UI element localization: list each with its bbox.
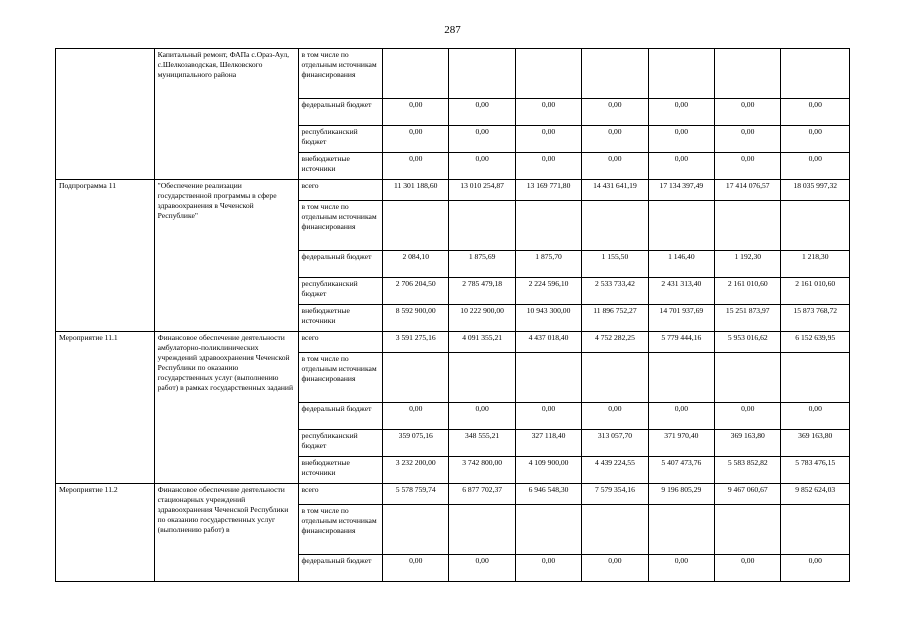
amount-cell: 9 852 624,03 xyxy=(781,484,850,505)
amount-cell: 0,00 xyxy=(781,126,850,153)
amount-cell xyxy=(715,353,781,403)
section-name-cell: Финансовое обеспечение деятельности стационарных учреждений здравоохранения Чеченской Республики по оказанию государственных услуг (выполнению работ) в xyxy=(154,484,298,582)
amount-cell: 0,00 xyxy=(383,126,449,153)
amount-cell xyxy=(449,505,515,555)
amount-cell: 3 232 200,00 xyxy=(383,457,449,484)
amount-cell xyxy=(582,201,648,251)
amount-cell: 4 437 018,40 xyxy=(515,332,581,353)
funding-source-cell: республиканский бюджет xyxy=(298,126,383,153)
amount-cell xyxy=(648,201,714,251)
amount-cell: 6 877 702,37 xyxy=(449,484,515,505)
amount-cell: 0,00 xyxy=(515,555,581,582)
amount-cell: 2 706 204,50 xyxy=(383,278,449,305)
amount-cell: 5 779 444,16 xyxy=(648,332,714,353)
amount-cell xyxy=(383,201,449,251)
amount-cell: 11 301 188,60 xyxy=(383,180,449,201)
amount-cell: 11 896 752,27 xyxy=(582,305,648,332)
amount-cell: 0,00 xyxy=(715,555,781,582)
amount-cell: 13 169 771,80 xyxy=(515,180,581,201)
amount-cell xyxy=(449,49,515,99)
amount-cell: 2 533 733,42 xyxy=(582,278,648,305)
amount-cell: 4 752 282,25 xyxy=(582,332,648,353)
funding-source-cell: федеральный бюджет xyxy=(298,555,383,582)
amount-cell xyxy=(648,505,714,555)
amount-cell: 17 414 076,57 xyxy=(715,180,781,201)
amount-cell xyxy=(781,49,850,99)
amount-cell: 1 155,50 xyxy=(582,251,648,278)
funding-source-cell: федеральный бюджет xyxy=(298,251,383,278)
amount-cell: 14 431 641,19 xyxy=(582,180,648,201)
amount-cell: 6 946 548,30 xyxy=(515,484,581,505)
amount-cell: 0,00 xyxy=(449,126,515,153)
amount-cell: 313 057,70 xyxy=(582,430,648,457)
section-code-cell xyxy=(56,49,155,180)
amount-cell: 2 431 313,40 xyxy=(648,278,714,305)
amount-cell xyxy=(582,505,648,555)
amount-cell: 0,00 xyxy=(383,555,449,582)
amount-cell: 0,00 xyxy=(449,555,515,582)
amount-cell: 1 875,69 xyxy=(449,251,515,278)
table-row xyxy=(56,180,850,201)
funding-source-cell: всего xyxy=(298,484,383,505)
amount-cell: 5 407 473,76 xyxy=(648,457,714,484)
amount-cell: 2 785 479,18 xyxy=(449,278,515,305)
amount-cell: 0,00 xyxy=(383,403,449,430)
amount-cell: 13 010 254,87 xyxy=(449,180,515,201)
amount-cell: 2 161 010,60 xyxy=(781,278,850,305)
amount-cell: 7 579 354,16 xyxy=(582,484,648,505)
amount-cell: 0,00 xyxy=(648,153,714,180)
amount-cell: 0,00 xyxy=(781,403,850,430)
amount-cell: 2 084,10 xyxy=(383,251,449,278)
amount-cell xyxy=(582,49,648,99)
amount-cell: 0,00 xyxy=(715,126,781,153)
section-code-cell: Мероприятие 11.1 xyxy=(56,332,155,484)
table-row xyxy=(56,484,850,505)
amount-cell: 18 035 997,32 xyxy=(781,180,850,201)
amount-cell: 0,00 xyxy=(449,403,515,430)
amount-cell: 327 118,40 xyxy=(515,430,581,457)
amount-cell xyxy=(715,49,781,99)
amount-cell xyxy=(515,353,581,403)
amount-cell: 9 467 060,67 xyxy=(715,484,781,505)
amount-cell xyxy=(383,49,449,99)
funding-source-cell: федеральный бюджет xyxy=(298,403,383,430)
amount-cell: 0,00 xyxy=(648,555,714,582)
amount-cell: 0,00 xyxy=(781,555,850,582)
funding-source-cell: в том числе по отдельным источникам финансирования xyxy=(298,201,383,251)
funding-source-cell: республиканский бюджет xyxy=(298,278,383,305)
amount-cell: 0,00 xyxy=(715,153,781,180)
amount-cell xyxy=(582,353,648,403)
amount-cell xyxy=(515,201,581,251)
amount-cell: 0,00 xyxy=(515,403,581,430)
amount-cell: 4 109 900,00 xyxy=(515,457,581,484)
amount-cell xyxy=(449,201,515,251)
amount-cell: 1 218,30 xyxy=(781,251,850,278)
amount-cell xyxy=(515,505,581,555)
section-code-cell: Мероприятие 11.2 xyxy=(56,484,155,582)
amount-cell: 5 953 016,62 xyxy=(715,332,781,353)
amount-cell xyxy=(449,353,515,403)
amount-cell xyxy=(781,201,850,251)
amount-cell: 8 592 900,00 xyxy=(383,305,449,332)
amount-cell: 348 555,21 xyxy=(449,430,515,457)
amount-cell: 17 134 397,49 xyxy=(648,180,714,201)
amount-cell: 371 970,40 xyxy=(648,430,714,457)
amount-cell: 0,00 xyxy=(648,403,714,430)
amount-cell: 0,00 xyxy=(582,153,648,180)
amount-cell xyxy=(515,49,581,99)
page-number: 287 xyxy=(444,24,461,36)
amount-cell xyxy=(715,505,781,555)
amount-cell: 14 701 937,69 xyxy=(648,305,714,332)
funding-source-cell: всего xyxy=(298,180,383,201)
funding-source-cell: в том числе по отдельным источникам финансирования xyxy=(298,353,383,403)
amount-cell: 0,00 xyxy=(582,555,648,582)
section-code-cell: Подпрограмма 11 xyxy=(56,180,155,332)
amount-cell xyxy=(781,505,850,555)
funding-source-cell: внебюджетные источники xyxy=(298,457,383,484)
amount-cell: 4 439 224,55 xyxy=(582,457,648,484)
amount-cell xyxy=(648,353,714,403)
amount-cell xyxy=(781,353,850,403)
section-name-cell: "Обеспечение реализации государственной программы в сфере здравоохранения в Чеченской Республике" xyxy=(154,180,298,332)
amount-cell: 15 873 768,72 xyxy=(781,305,850,332)
amount-cell: 5 578 759,74 xyxy=(383,484,449,505)
amount-cell: 0,00 xyxy=(449,99,515,126)
funding-source-cell: республиканский бюджет xyxy=(298,430,383,457)
amount-cell: 369 163,80 xyxy=(781,430,850,457)
amount-cell: 0,00 xyxy=(648,99,714,126)
amount-cell: 0,00 xyxy=(582,126,648,153)
funding-source-cell: всего xyxy=(298,332,383,353)
funding-source-cell: в том числе по отдельным источникам финансирования xyxy=(298,49,383,99)
table-row xyxy=(56,332,850,353)
amount-cell: 0,00 xyxy=(515,153,581,180)
amount-cell: 1 146,40 xyxy=(648,251,714,278)
funding-source-cell: внебюджетные источники xyxy=(298,153,383,180)
amount-cell: 2 224 596,10 xyxy=(515,278,581,305)
amount-cell: 0,00 xyxy=(781,99,850,126)
amount-cell: 369 163,80 xyxy=(715,430,781,457)
amount-cell: 3 591 275,16 xyxy=(383,332,449,353)
budget-table xyxy=(55,48,850,582)
amount-cell: 5 783 476,15 xyxy=(781,457,850,484)
section-name-cell: Капитальный ремонт, ФАПа с.Ораз-Аул, с.Шелкозаводская, Шелковского муниципального района xyxy=(154,49,298,180)
amount-cell: 10 222 900,00 xyxy=(449,305,515,332)
funding-source-cell: федеральный бюджет xyxy=(298,99,383,126)
amount-cell: 3 742 800,00 xyxy=(449,457,515,484)
amount-cell: 0,00 xyxy=(515,126,581,153)
amount-cell: 10 943 300,00 xyxy=(515,305,581,332)
amount-cell: 1 875,70 xyxy=(515,251,581,278)
amount-cell: 4 091 355,21 xyxy=(449,332,515,353)
amount-cell: 9 196 805,29 xyxy=(648,484,714,505)
amount-cell: 0,00 xyxy=(582,99,648,126)
amount-cell: 0,00 xyxy=(515,99,581,126)
amount-cell: 0,00 xyxy=(715,99,781,126)
amount-cell xyxy=(648,49,714,99)
amount-cell: 0,00 xyxy=(383,99,449,126)
amount-cell xyxy=(383,353,449,403)
table-body xyxy=(56,49,850,582)
amount-cell: 0,00 xyxy=(449,153,515,180)
table-row xyxy=(56,49,850,99)
funding-source-cell: в том числе по отдельным источникам финансирования xyxy=(298,505,383,555)
amount-cell xyxy=(383,505,449,555)
amount-cell: 5 583 852,82 xyxy=(715,457,781,484)
section-name-cell: Финансовое обеспечение деятельности амбулаторно-поликлинических учреждений здравоохранения Чеченской Республики по оказанию государственных услуг (выполнению работ) в рамках государственных заданий xyxy=(154,332,298,484)
amount-cell: 1 192,30 xyxy=(715,251,781,278)
amount-cell: 0,00 xyxy=(582,403,648,430)
amount-cell: 0,00 xyxy=(781,153,850,180)
amount-cell xyxy=(715,201,781,251)
amount-cell: 0,00 xyxy=(715,403,781,430)
amount-cell: 6 152 639,95 xyxy=(781,332,850,353)
funding-source-cell: внебюджетные источники xyxy=(298,305,383,332)
amount-cell: 0,00 xyxy=(648,126,714,153)
amount-cell: 0,00 xyxy=(383,153,449,180)
amount-cell: 15 251 873,97 xyxy=(715,305,781,332)
amount-cell: 359 075,16 xyxy=(383,430,449,457)
amount-cell: 2 161 010,60 xyxy=(715,278,781,305)
